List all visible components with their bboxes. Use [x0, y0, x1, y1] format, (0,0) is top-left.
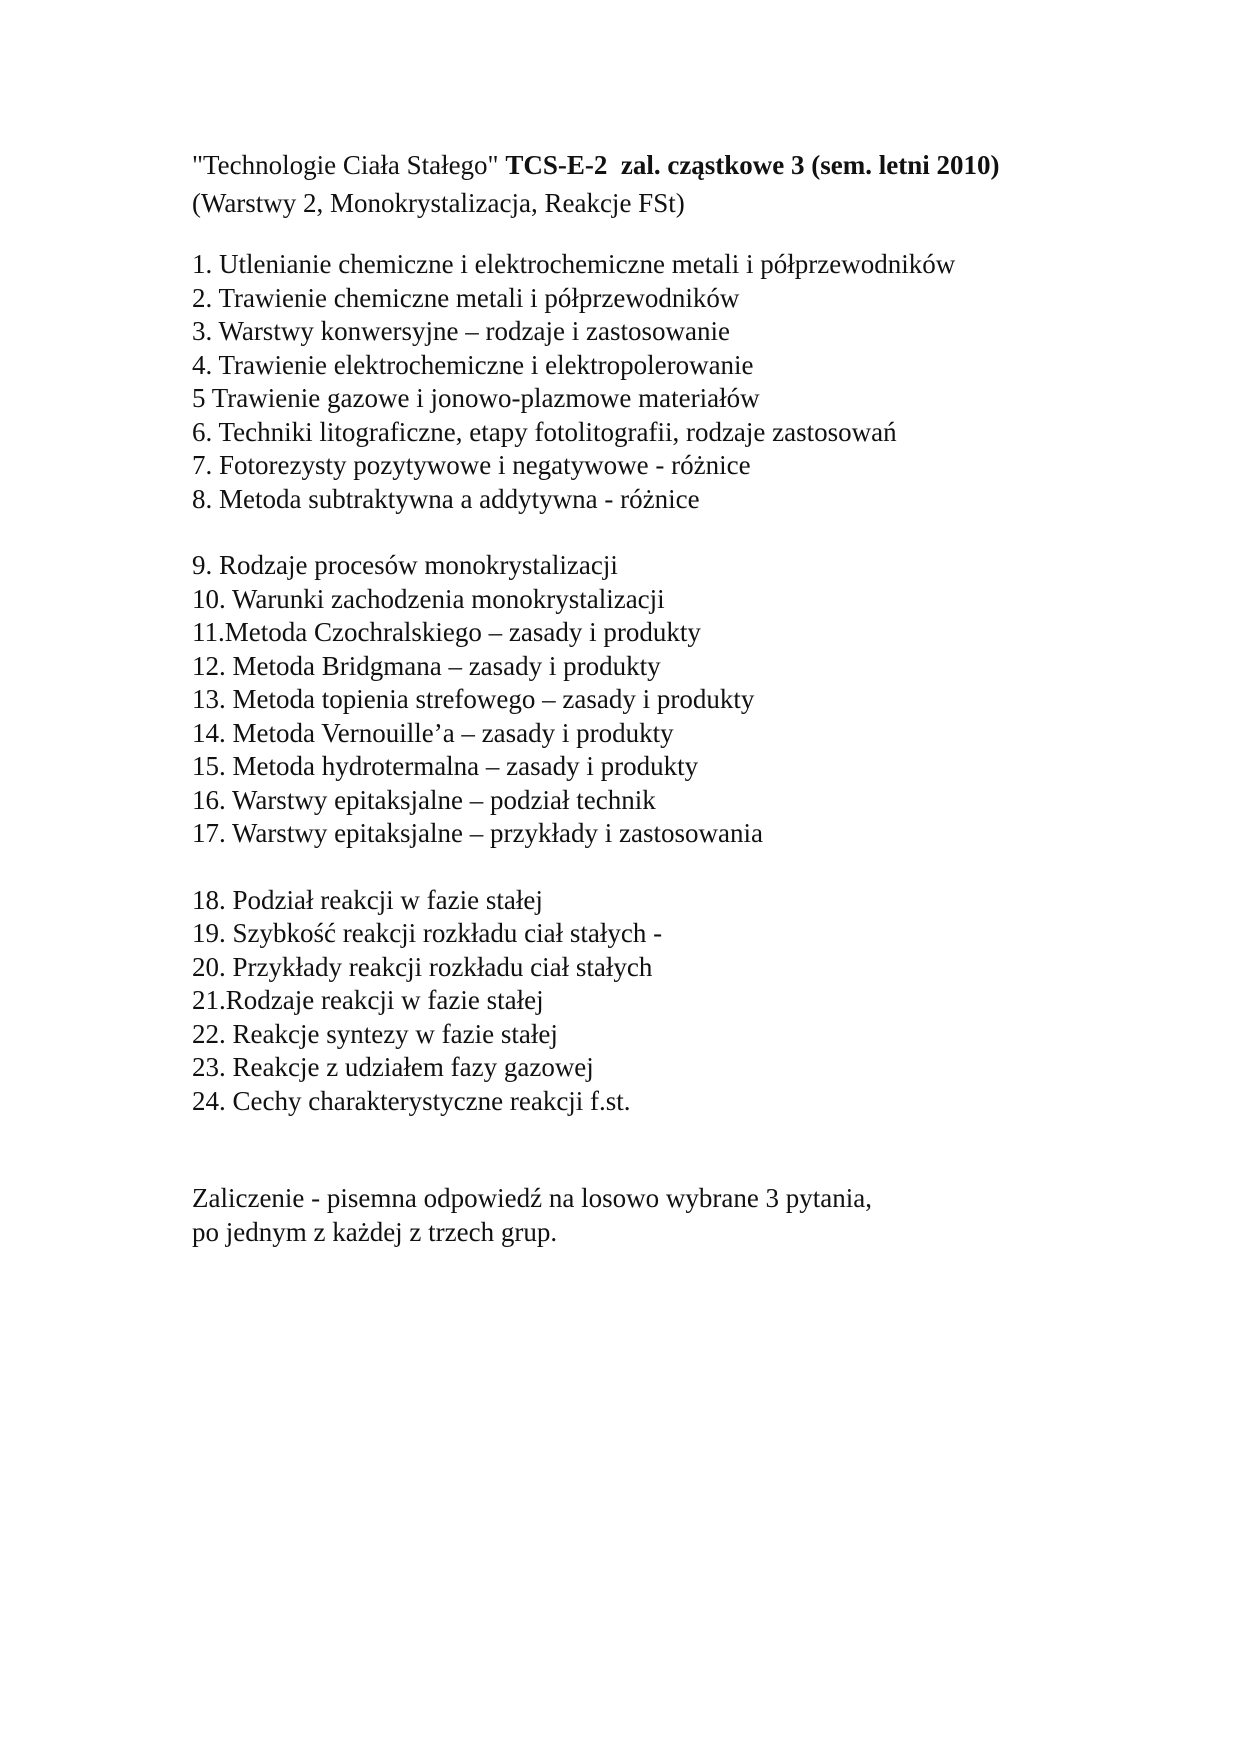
exam-rules-line-1: Zaliczenie - pisemna odpowiedź na losowo wybrane 3 pytania,: [192, 1183, 873, 1213]
list-item: 10. Warunki zachodzenia monokrystalizacji: [192, 583, 665, 614]
list-item: 19. Szybkość reakcji rozkładu ciał stałych -: [192, 918, 663, 948]
title-course-name: "Technologie Ciała Stałego": [192, 150, 506, 180]
exam-rules: [192, 1182, 1092, 1249]
list-item: 8. Metoda subtraktywna a addytywna - różnice: [192, 483, 700, 514]
list-item: 18. Podział reakcji w fazie stałej: [192, 884, 543, 915]
list-item: 11.Metoda Czochralskiego – zasady i produkty: [192, 617, 701, 647]
list-item: 21.Rodzaje reakcji w fazie stałej: [192, 985, 544, 1015]
title-spacer: [607, 150, 621, 180]
document-content: [192, 146, 1092, 1249]
list-item: 4. Trawienie elektrochemiczne i elektropolerowanie: [192, 349, 754, 380]
list-item: 24. Cechy charakterystyczne reakcji f.st.: [192, 1085, 631, 1116]
list-item: 16. Warstwy epitaksjalne – podział technik: [192, 784, 656, 815]
title-exam-info: zal. cząstkowe 3 (sem. letni 2010): [620, 150, 1000, 180]
title-course-code: TCS-E-2: [505, 150, 608, 180]
list-item: 17. Warstwy epitaksjalne – przykłady i zastosowania: [192, 818, 763, 848]
list-item: 2. Trawienie chemiczne metali i półprzewodników: [192, 282, 740, 313]
list-item: 1. Utlenianie chemiczne i elektrochemiczne metali i półprzewodników: [192, 249, 956, 279]
list-item: 15. Metoda hydrotermalna – zasady i produkty: [192, 751, 699, 781]
list-item: 6. Techniki litograficzne, etapy fotolitografii, rodzaje zastosowań: [192, 416, 897, 447]
list-item: 9. Rodzaje procesów monokrystalizacji: [192, 550, 618, 580]
question-group-2: [192, 549, 1092, 851]
list-item: 23. Reakcje z udziałem fazy gazowej: [192, 1052, 594, 1082]
list-item: 14. Metoda Vernouille’a – zasady i produkty: [192, 717, 674, 748]
list-item: 13. Metoda topienia strefowego – zasady i produkty: [192, 684, 755, 714]
list-item: 20. Przykłady reakcji rozkładu ciał stałych: [192, 951, 653, 982]
document-title: [192, 146, 1092, 184]
exam-rules-line-2: po jednym z każdej z trzech grup.: [192, 1216, 558, 1247]
list-item: 3. Warstwy konwersyjne – rodzaje i zastosowanie: [192, 316, 730, 346]
list-item: 12. Metoda Bridgmana – zasady i produkty: [192, 650, 661, 681]
document-subtitle: (Warstwy 2, Monokrystalizacja, Reakcje FSt): [192, 188, 685, 218]
question-group-3: [192, 884, 1092, 1119]
list-item: 7. Fotorezysty pozytywowe i negatywowe - różnice: [192, 450, 751, 480]
question-group-1: [192, 248, 1092, 516]
list-item: 5 Trawienie gazowe i jonowo-plazmowe materiałów: [192, 383, 760, 413]
list-item: 22. Reakcje syntezy w fazie stałej: [192, 1018, 558, 1049]
